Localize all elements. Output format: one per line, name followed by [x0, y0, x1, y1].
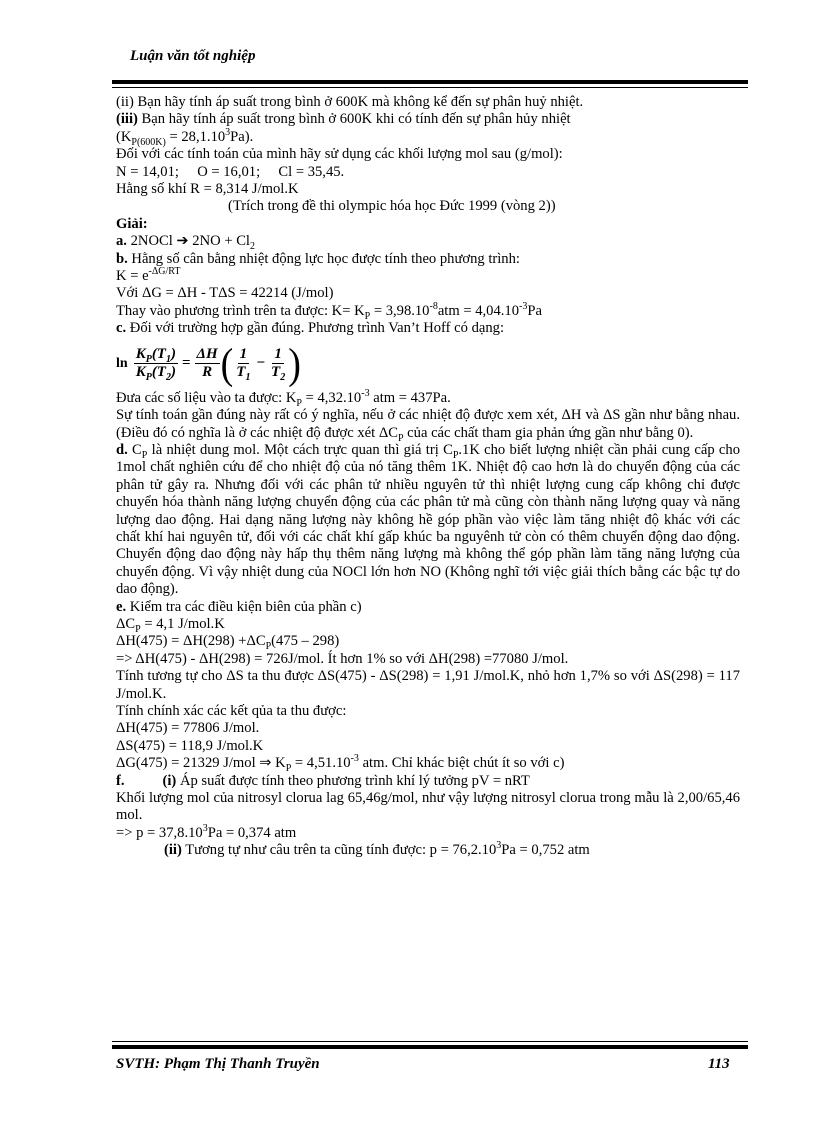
text-line: f. (i) Áp suất được tính theo phương trình khí lý tưởng pV = nRT — [116, 772, 530, 789]
footer-rule-thin — [112, 1041, 748, 1042]
text-line: Tính chính xác các kết qủa ta thu được: — [116, 703, 347, 719]
text-line: Hằng số khí R = 8,314 J/mol.K — [116, 181, 299, 198]
text-line: ΔG(475) = 21329 J/mol ⇒ $K_P = 4,51.10^{-3}$ atm. Chỉ khác biệt chút ít so với c) — [116, 753, 565, 775]
text-line: $\Delta H(475) = \Delta H(298) +\Delta C_P(475 - 298)$ — [116, 633, 340, 653]
text-line: => $p = 37,8.10^3Pa = 0,374$ atm — [116, 822, 297, 841]
formula-fraction-kp: $\frac{K_P(T_1)}{K_P(T_2)}$ — [135, 345, 176, 384]
text-line: $\Delta C_P = 4,1$ J/mol.K — [116, 615, 225, 635]
footer-author: SVTH: Phạm Thị Thanh Truyền — [116, 1056, 320, 1072]
text-line: => ΔH(475) - ΔH(298) = 726J/mol. Ít hơn 1% so với ΔH(298) =77080 J/mol. — [116, 650, 569, 667]
text-line: Với ΔG = ΔH - TΔS = 42214 (J/mol) — [116, 285, 334, 302]
text-line: ΔS(475) = 118,9 J/mol.K — [116, 737, 264, 754]
text-line: a. 2NOCl ➔ $2NO + Cl_2$ — [116, 233, 255, 253]
text-line: c. Đối với trường hợp gần đúng. Phương trình Van’t Hoff có dạng: — [116, 320, 505, 337]
formula-fraction-t1: $\frac{1}{T_1}$ — [236, 345, 251, 384]
running-header: Luận văn tốt nghiệp — [130, 48, 256, 64]
header-rule-thick — [112, 80, 748, 84]
paragraph: Khối lượng mol của nitrosyl clorua lag 65,46g/mol, như vậy lượng nitrosyl clorua trong mẫu là 2,00/65,46 mol. — [116, 790, 740, 824]
formula-equals: = — [181, 354, 191, 371]
formula-fraction-t2: $\frac{1}{T_2}$ — [271, 345, 286, 384]
text-line: (ii) Bạn hãy tính áp suất trong bình ở 600K mà không kể đến sự phân huỷ nhiệt. — [116, 94, 584, 110]
text-line: N = 14,01; O = 16,01; Cl = 35,45. — [116, 163, 345, 180]
citation: (Trích trong đề thi olympic hóa học Đức 1999 (vòng 2)) — [228, 198, 556, 215]
text-line: (iii) Bạn hãy tính áp suất trong bình ở 600K khi có tính đến sự phân hủy nhiệt — [116, 111, 571, 128]
vant-hoff-formula — [116, 340, 740, 388]
text-line: $K = e^{-\Delta G/RT}$ — [116, 266, 181, 285]
text-line: $(K_{P(600K)} = 28,1.10^3Pa)$. — [116, 126, 254, 148]
page-body — [116, 94, 740, 860]
formula-ln: ln — [116, 355, 128, 371]
section-heading: Giải: — [116, 215, 148, 232]
formula-right-paren: ) — [288, 339, 301, 388]
text-line: Đối với các tính toán của mình hãy sử dụng các khối lượng mol sau (g/mol): — [116, 146, 563, 163]
formula-minus: − — [256, 354, 266, 371]
text-line: Đưa các số liệu vào ta được: $K_P = 4,32.10^{-3}$ atm = 437Pa. — [116, 387, 451, 409]
text-line: (ii) Tương tự như câu trên ta cũng tính được: $p = 76,2.10^3Pa = 0,752$ atm — [164, 840, 590, 859]
footer-rule-thick — [112, 1045, 748, 1049]
header-rule-thin — [112, 87, 748, 88]
formula-left-paren: ( — [220, 339, 234, 388]
formula-fraction-dh-r: $\frac{\Delta H}{R}$ — [196, 345, 218, 381]
paragraph: d. $C_P$ là nhiệt dung mol. Một cách trực quan thì giá trị $C_P.1K$ cho biết lượng nhiệt cần phải cung cấp cho 1mol chất nghiên cứu để cho nhiệt độ của nó tăng thêm 1K. Nhiệt độ cao hơn là do chuyển động của các phân tử gây ra. Nhưng đối với các phân tử nhiều nguyên tử thì nhiệt lượng cung cấp không chỉ được chuyển hóa thành năng lượng chuyển động của các phân tử mà cũng còn thành năng lượng quay và năng lượng dao động. Hai dạng năng lượng này không hề góp phần vào việc làm tăng nhiệt độ khác với các chất khí hai nguyên tử, đối với các chất khí gấp khúc ba nguyênh tử còn có thêm chuyển động dao động. Chuyển động dao động này hấp thụ thêm năng lượng mà không thể góp phần làm tăng năng lượng của chuyển động. Vì vậy nhiệt dung của NOCl lớn hơn NO (Không nghĩ tới việc giải thích bằng các bậc tự do dao động). — [116, 441, 740, 598]
paragraph: Sự tính toán gần đúng này rất có ý nghĩa, nếu ở các nhiệt độ được xem xét, ΔH và ΔS gần như bằng nhau. (Điều đó có nghĩa là ở các nhiệt độ được xét $\Delta C_P$ của các chất tham gia phản ứng gần như bằng 0). — [116, 407, 740, 444]
paragraph: Tính tương tự cho ΔS ta thu được ΔS(475) - ΔS(298) = 1,91 J/mol.K, nhỏ hơn 1,7% so với ΔS(298) = 117 J/mol.K. — [116, 668, 740, 702]
text-line: b. Hằng số cân bằng nhiệt động lực học được tính theo phương trình: — [116, 250, 520, 267]
text-line: ΔH(475) = 77806 J/mol. — [116, 720, 260, 737]
page-number: 113 — [708, 1056, 730, 1072]
text-line: e. Kiểm tra các điều kiện biên của phần c) — [116, 598, 362, 615]
text-line: Thay vào phương trình trên ta được: $K= K_P = 3,98.10^{-8}atm = 4,04.10^{-3}Pa$ — [116, 301, 542, 322]
